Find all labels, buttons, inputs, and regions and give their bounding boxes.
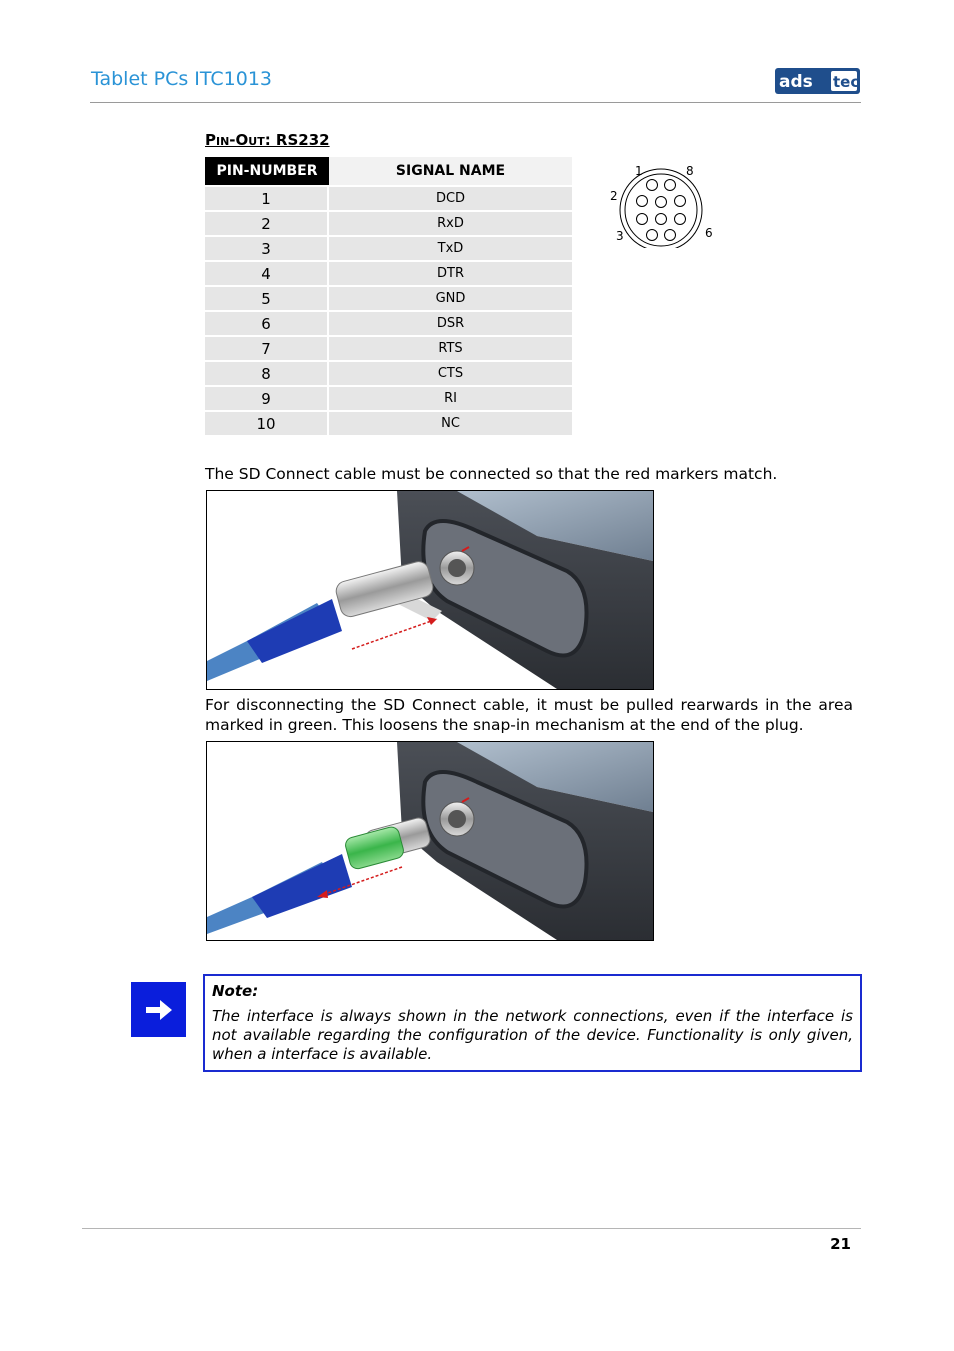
adstec-logo	[775, 68, 860, 94]
signal-name: RTS	[329, 335, 572, 360]
section-heading: Pin-Out: RS232	[205, 131, 330, 149]
pin-number: 9	[205, 385, 329, 410]
pin-number: 2	[205, 210, 329, 235]
table-row	[205, 385, 572, 410]
column-header-signal-name: SIGNAL NAME	[329, 157, 572, 185]
table-row	[205, 210, 572, 235]
signal-name: NC	[329, 410, 572, 435]
pin-number: 4	[205, 260, 329, 285]
signal-name: DCD	[329, 185, 572, 210]
pin-label-6: 6	[705, 226, 713, 240]
pin-number: 8	[205, 360, 329, 385]
page-number: 21	[830, 1235, 851, 1253]
pin-label-1: 1	[635, 164, 643, 178]
pin-number: 5	[205, 285, 329, 310]
document-title: Tablet PCs ITC1013	[91, 68, 273, 90]
table-row	[205, 410, 572, 435]
table-row	[205, 360, 572, 385]
pin-number: 7	[205, 335, 329, 360]
table-row	[205, 185, 572, 210]
signal-name: CTS	[329, 360, 572, 385]
connect-instructions: The SD Connect cable must be connected so that the red markers match.	[205, 465, 778, 483]
footer-divider	[82, 1228, 861, 1229]
pin-label-8: 8	[686, 164, 694, 178]
signal-name: DTR	[329, 260, 572, 285]
connect-cable-photo	[206, 490, 654, 690]
signal-name: RI	[329, 385, 572, 410]
pin-number: 10	[205, 410, 329, 435]
table-row	[205, 335, 572, 360]
connector-pin-diagram	[607, 160, 719, 248]
table-row	[205, 310, 572, 335]
header-divider	[90, 102, 861, 103]
disconnect-cable-photo	[206, 741, 654, 941]
pin-number: 3	[205, 235, 329, 260]
signal-name: DSR	[329, 310, 572, 335]
pin-number: 1	[205, 185, 329, 210]
pin-number: 6	[205, 310, 329, 335]
pin-out-table	[205, 157, 572, 435]
signal-name: GND	[329, 285, 572, 310]
disconnect-instructions: For disconnecting the SD Connect cable, it must be pulled rearwards in the area marked in green. This loosens the snap-in mechanism at the end of the plug.	[205, 696, 853, 734]
table-row	[205, 285, 572, 310]
pin-label-2: 2	[610, 189, 618, 203]
note-title: Note:	[212, 982, 259, 1000]
pin-label-3: 3	[616, 229, 624, 243]
table-row	[205, 235, 572, 260]
note-text: The interface is always shown in the network connections, even if the interface is not available regarding the configuration of the device. Functionality is only given, when a interface is available.	[212, 1007, 853, 1063]
svg-text:tec: tec	[833, 73, 860, 91]
svg-text:ads: ads	[779, 72, 813, 92]
signal-name: RxD	[329, 210, 572, 235]
signal-name: TxD	[329, 235, 572, 260]
column-header-pin-number: PIN-NUMBER	[205, 157, 329, 185]
table-row	[205, 260, 572, 285]
right-arrow-icon	[131, 982, 186, 1037]
note-box	[203, 974, 862, 1072]
